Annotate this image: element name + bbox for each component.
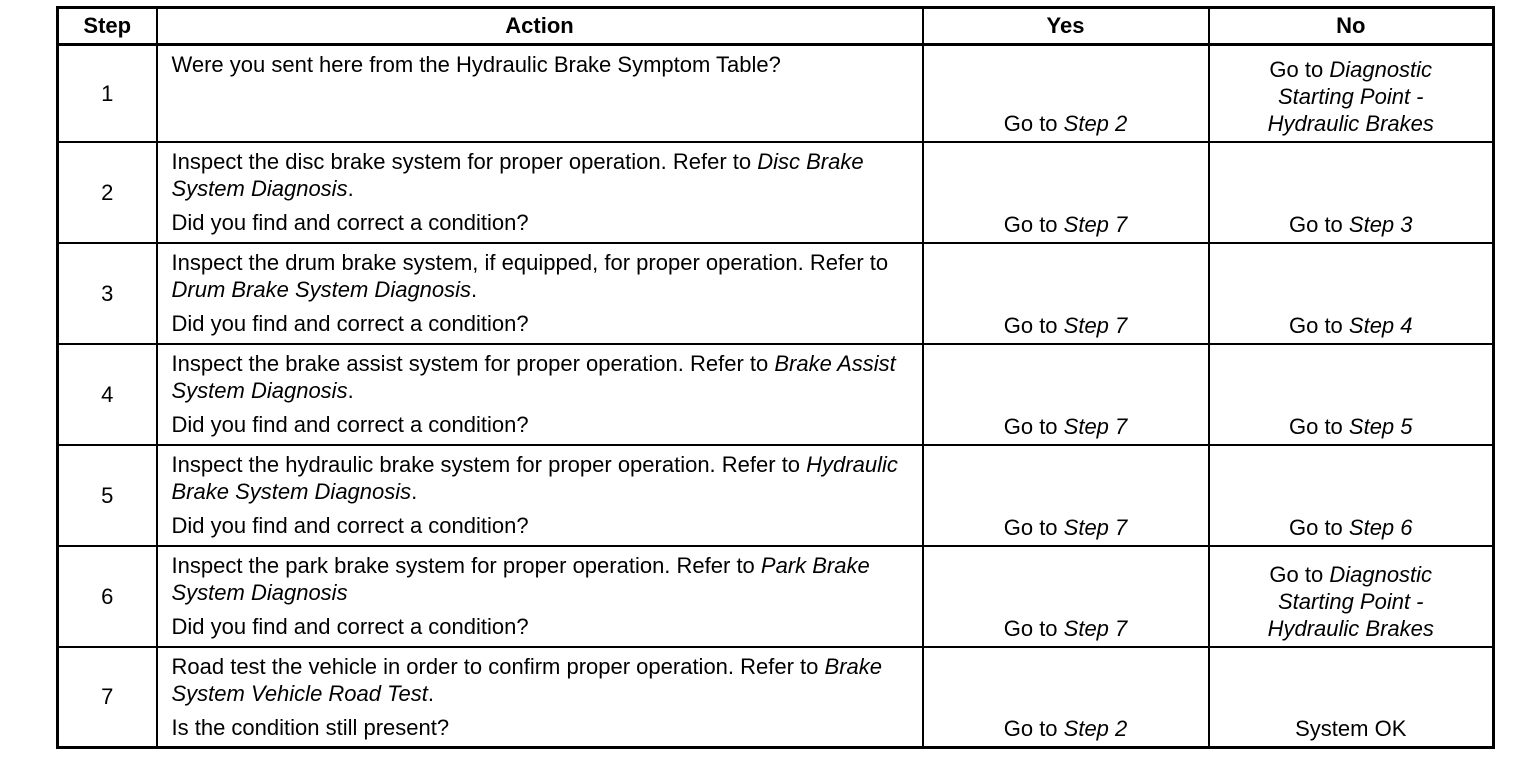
no-line-ref: Diagnostic bbox=[1329, 56, 1433, 82]
instruction-text: Inspect the hydraulic brake system for proper operation. Refer to bbox=[171, 451, 807, 477]
no-line-prefix: Go to bbox=[1269, 561, 1330, 587]
header-yes: Yes bbox=[923, 8, 1209, 45]
no-prefix: Go to bbox=[1288, 413, 1349, 439]
action-cell bbox=[157, 546, 923, 647]
instruction-text: Inspect the disc brake system for proper operation. Refer to bbox=[171, 148, 758, 174]
reference-link: Drum Brake System Diagnosis bbox=[171, 276, 472, 302]
no-step-ref: Step 4 bbox=[1348, 312, 1413, 338]
no-line: Hydraulic Brakes bbox=[1267, 615, 1434, 641]
table-row bbox=[58, 546, 1494, 647]
table-row bbox=[58, 243, 1494, 344]
instruction-text: Road test the vehicle in order to confirm proper operation. Refer to bbox=[171, 653, 825, 679]
yes-prefix: Go to bbox=[1003, 615, 1064, 641]
header-row bbox=[58, 8, 1494, 45]
table-row bbox=[58, 344, 1494, 445]
step-number: 1 bbox=[58, 45, 157, 142]
action-question: Did you find and correct a condition? bbox=[171, 411, 529, 437]
action-cell bbox=[157, 445, 923, 546]
reference-link: Disc Brake System Diagnosis bbox=[171, 148, 864, 201]
yes-cell bbox=[923, 142, 1209, 243]
no-line bbox=[1210, 561, 1493, 588]
yes-prefix: Go to bbox=[1003, 716, 1064, 741]
header-step: Step bbox=[58, 8, 157, 45]
action-question: Did you find and correct a condition? bbox=[171, 209, 529, 235]
yes-step-ref: Step 7 bbox=[1063, 615, 1128, 641]
no-prefix: System OK bbox=[1295, 716, 1407, 741]
yes-step-ref: Step 7 bbox=[1063, 211, 1128, 237]
yes-prefix: Go to bbox=[1003, 211, 1064, 237]
action-question: Is the condition still present? bbox=[171, 714, 450, 740]
action-instruction bbox=[172, 653, 910, 707]
instruction-text: Inspect the drum brake system, if equipped, for proper operation. Refer to bbox=[171, 249, 889, 275]
step-number: 4 bbox=[58, 344, 157, 445]
step-number: 3 bbox=[58, 243, 157, 344]
action-instruction bbox=[172, 350, 910, 404]
reference-link: Brake Assist System Diagnosis bbox=[171, 350, 896, 403]
no-prefix: Go to bbox=[1288, 312, 1349, 338]
table-row bbox=[58, 445, 1494, 546]
no-prefix: Go to bbox=[1288, 211, 1349, 237]
action-cell bbox=[157, 45, 923, 142]
no-cell bbox=[1209, 445, 1494, 546]
no-line-ref: Diagnostic bbox=[1329, 561, 1433, 587]
action-instruction bbox=[172, 249, 910, 303]
no-cell bbox=[1209, 546, 1494, 647]
step-number: 2 bbox=[58, 142, 157, 243]
action-instruction bbox=[172, 552, 910, 606]
yes-cell bbox=[923, 445, 1209, 546]
diagnostic-table bbox=[56, 6, 1495, 749]
no-line-prefix: Go to bbox=[1269, 56, 1330, 82]
no-cell bbox=[1209, 45, 1494, 142]
table-row bbox=[58, 45, 1494, 142]
instruction-end: . bbox=[411, 478, 418, 504]
yes-prefix: Go to bbox=[1003, 110, 1064, 136]
no-prefix: Go to bbox=[1288, 514, 1349, 540]
yes-step-ref: Step 7 bbox=[1063, 312, 1128, 338]
step-number: 6 bbox=[58, 546, 157, 647]
yes-prefix: Go to bbox=[1003, 312, 1064, 338]
header-no: No bbox=[1209, 8, 1494, 45]
action-instruction bbox=[172, 451, 910, 505]
action-cell bbox=[157, 243, 923, 344]
step-number: 5 bbox=[58, 445, 157, 546]
reference-link: Hydraulic Brake System Diagnosis bbox=[171, 451, 898, 504]
no-cell bbox=[1209, 344, 1494, 445]
no-cell bbox=[1209, 647, 1494, 748]
no-step-ref: Step 5 bbox=[1348, 413, 1413, 439]
yes-step-ref: Step 7 bbox=[1063, 413, 1128, 439]
yes-step-ref: Step 2 bbox=[1063, 716, 1128, 741]
table-row bbox=[58, 142, 1494, 243]
yes-cell bbox=[923, 243, 1209, 344]
no-line bbox=[1210, 56, 1493, 83]
no-step-ref: Step 3 bbox=[1348, 211, 1413, 237]
yes-cell bbox=[923, 546, 1209, 647]
instruction-end: . bbox=[427, 680, 435, 706]
yes-step-ref: Step 7 bbox=[1063, 514, 1128, 540]
yes-cell bbox=[923, 647, 1209, 748]
no-line: Starting Point - bbox=[1277, 83, 1424, 109]
action-question: Did you find and correct a condition? bbox=[171, 512, 529, 538]
table-row bbox=[58, 647, 1494, 748]
no-line: Hydraulic Brakes bbox=[1267, 110, 1434, 136]
no-cell bbox=[1209, 243, 1494, 344]
action-cell bbox=[157, 647, 923, 748]
instruction-end: . bbox=[347, 175, 354, 201]
action-question: Were you sent here from the Hydraulic Brake Symptom Table? bbox=[171, 52, 781, 77]
instruction-end: . bbox=[471, 276, 478, 302]
no-cell bbox=[1209, 142, 1494, 243]
action-question: Did you find and correct a condition? bbox=[171, 613, 529, 639]
reference-link: Park Brake System Diagnosis bbox=[171, 552, 870, 605]
action-question: Did you find and correct a condition? bbox=[171, 310, 529, 336]
yes-cell bbox=[923, 45, 1209, 142]
action-cell bbox=[157, 344, 923, 445]
instruction-text: Inspect the brake assist system for proper operation. Refer to bbox=[171, 350, 775, 376]
action-instruction bbox=[172, 148, 910, 202]
yes-step-ref: Step 2 bbox=[1063, 110, 1128, 136]
instruction-text: Inspect the park brake system for proper operation. Refer to bbox=[171, 552, 761, 578]
step-number: 7 bbox=[58, 647, 157, 748]
reference-link: Brake System Vehicle Road Test bbox=[171, 653, 882, 706]
yes-cell bbox=[923, 344, 1209, 445]
no-line: Starting Point - bbox=[1277, 588, 1424, 614]
yes-prefix: Go to bbox=[1003, 514, 1064, 540]
header-action: Action bbox=[157, 8, 923, 45]
no-step-ref: Step 6 bbox=[1348, 514, 1413, 540]
instruction-end: . bbox=[347, 377, 354, 403]
action-cell bbox=[157, 142, 923, 243]
yes-prefix: Go to bbox=[1003, 413, 1064, 439]
